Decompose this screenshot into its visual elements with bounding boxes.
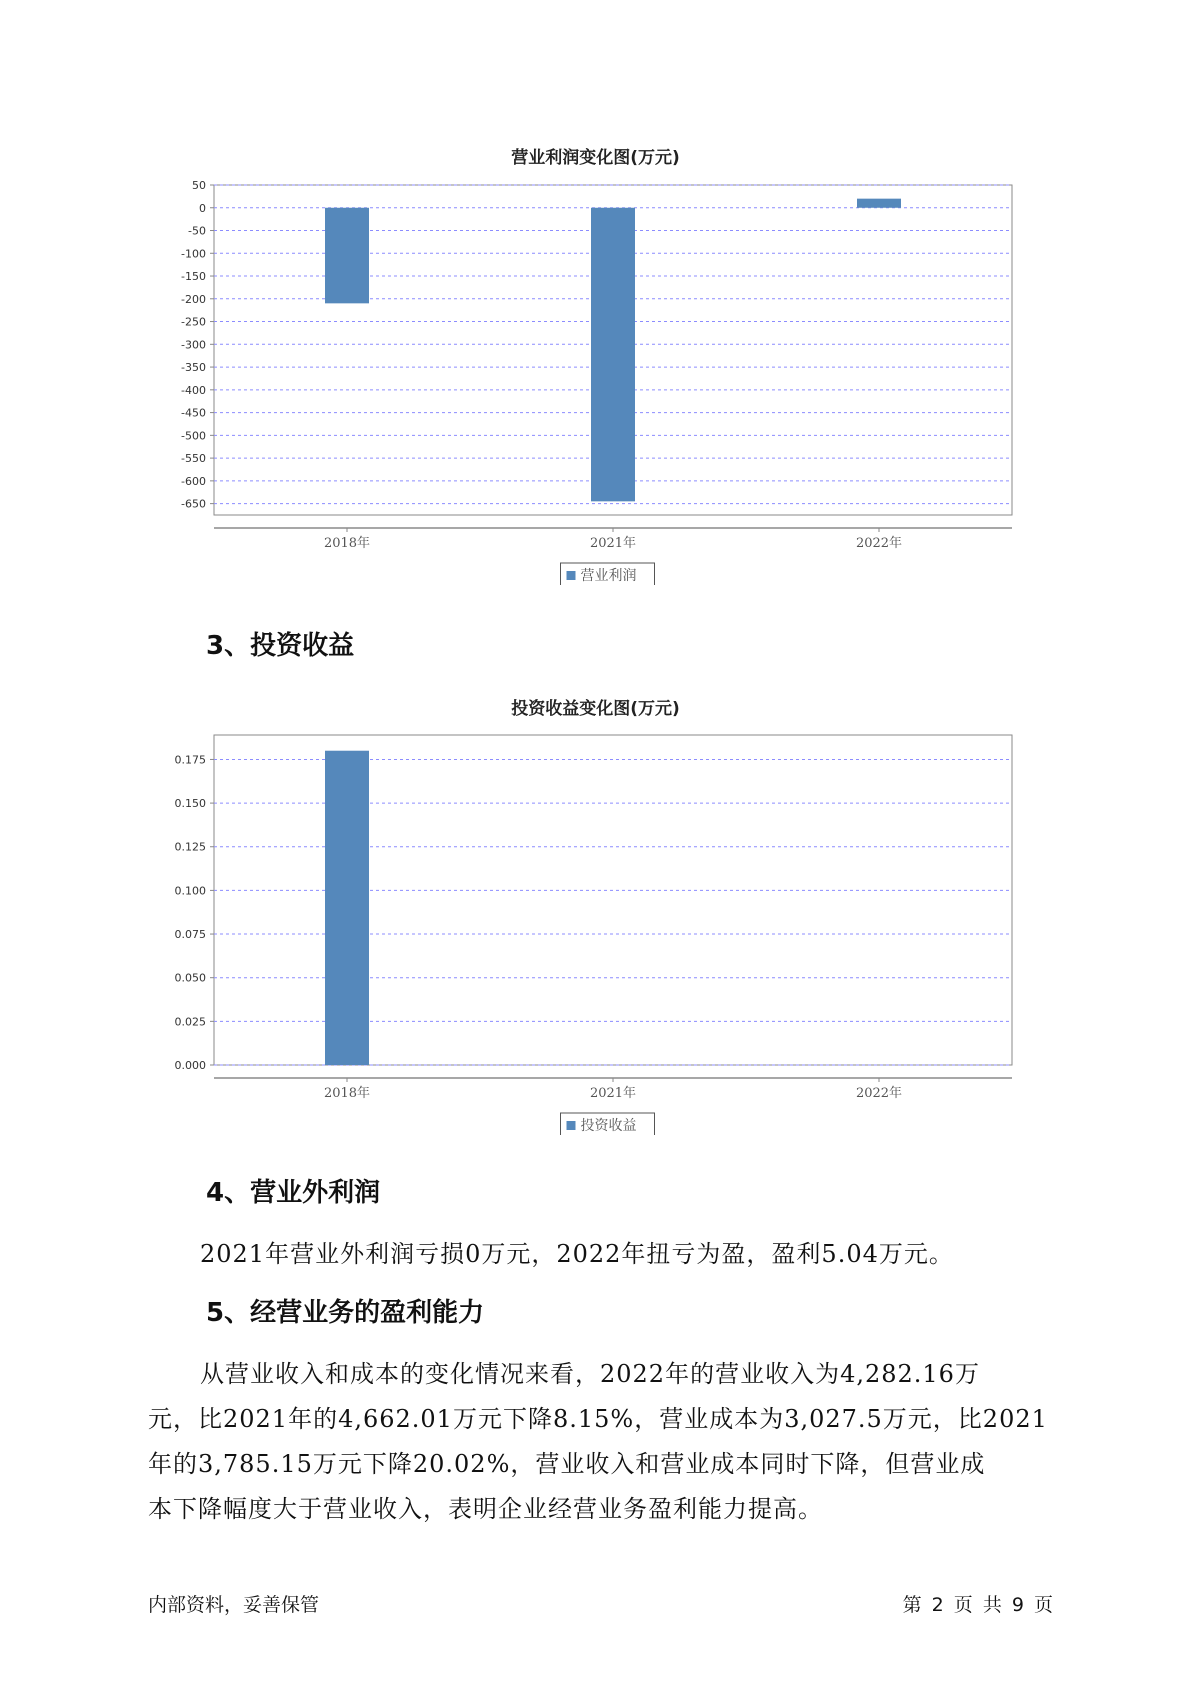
bar [325, 208, 369, 304]
y-tick-label: -150 [181, 270, 206, 284]
chart-title-investment-income: 投资收益变化图(万元) [511, 699, 680, 719]
footer-confidential-note: 内部资料，妥善保管 [148, 1594, 320, 1616]
legend-swatch [567, 571, 576, 580]
x-tick-label: 2021年 [589, 536, 637, 551]
y-tick-label: 0.050 [174, 971, 206, 985]
x-tick-label: 2018年 [323, 1086, 371, 1101]
chart-title-operating-profit: 营业利润变化图(万元) [511, 148, 680, 168]
section-heading-nonoperating: 4、营业外利润 [206, 1178, 381, 1208]
investment-income-chart [0, 715, 1191, 1135]
x-tick-label: 2022年 [855, 1086, 903, 1101]
y-tick-label: 0.000 [174, 1059, 206, 1072]
bar [325, 751, 369, 1065]
legend-label: 营业利润 [580, 568, 637, 584]
y-tick-label: -450 [181, 406, 206, 420]
operating-profit-chart [0, 165, 1191, 585]
section-heading-profitability: 5、经营业务的盈利能力 [206, 1298, 485, 1328]
x-tick-label: 2022年 [855, 536, 903, 551]
y-tick-label: 50 [192, 179, 206, 192]
section-heading-investment: 3、投资收益 [206, 631, 355, 661]
nonoperating-paragraph: 2021年营业外利润亏损0万元，2022年扭亏为盈，盈利5.04万元。 [200, 1240, 954, 1268]
y-tick-label: 0.175 [174, 753, 206, 767]
y-tick-label: -650 [181, 497, 206, 511]
y-tick-label: -550 [181, 452, 206, 466]
legend-swatch [567, 1121, 576, 1130]
paragraph-line: 从营业收入和成本的变化情况来看，2022年的营业收入为4,282.16万 [200, 1360, 980, 1388]
y-tick-label: -500 [181, 429, 206, 443]
paragraph-line: 元，比2021年的4,662.01万元下降8.15%，营业成本为3,027.5万元，比2021 [148, 1405, 1048, 1433]
y-tick-label: -100 [181, 247, 206, 261]
footer-page-number: 第 2 页 共 9 页 [902, 1594, 1053, 1616]
y-tick-label: -400 [181, 383, 206, 397]
x-tick-label: 2018年 [323, 536, 371, 551]
legend-label: 投资收益 [580, 1118, 637, 1134]
y-tick-label: 0.150 [174, 797, 206, 811]
y-tick-label: 0.125 [174, 840, 206, 854]
x-tick-label: 2021年 [589, 1086, 637, 1101]
y-tick-label: 0 [199, 201, 206, 215]
y-tick-label: -350 [181, 361, 206, 375]
y-tick-label: -250 [181, 315, 206, 329]
paragraph-line: 年的3,785.15万元下降20.02%，营业收入和营业成本同时下降，但营业成 [148, 1450, 986, 1478]
y-tick-label: -300 [181, 338, 206, 352]
y-tick-label: 0.075 [174, 928, 206, 942]
bar [857, 199, 901, 208]
y-tick-label: -50 [188, 224, 206, 238]
y-tick-label: -600 [181, 474, 206, 488]
y-tick-label: 0.025 [174, 1015, 206, 1029]
y-tick-label: 0.100 [174, 884, 206, 898]
paragraph-line: 本下降幅度大于营业收入，表明企业经营业务盈利能力提高。 [148, 1495, 823, 1523]
y-tick-label: -200 [181, 292, 206, 306]
bar [591, 208, 635, 502]
